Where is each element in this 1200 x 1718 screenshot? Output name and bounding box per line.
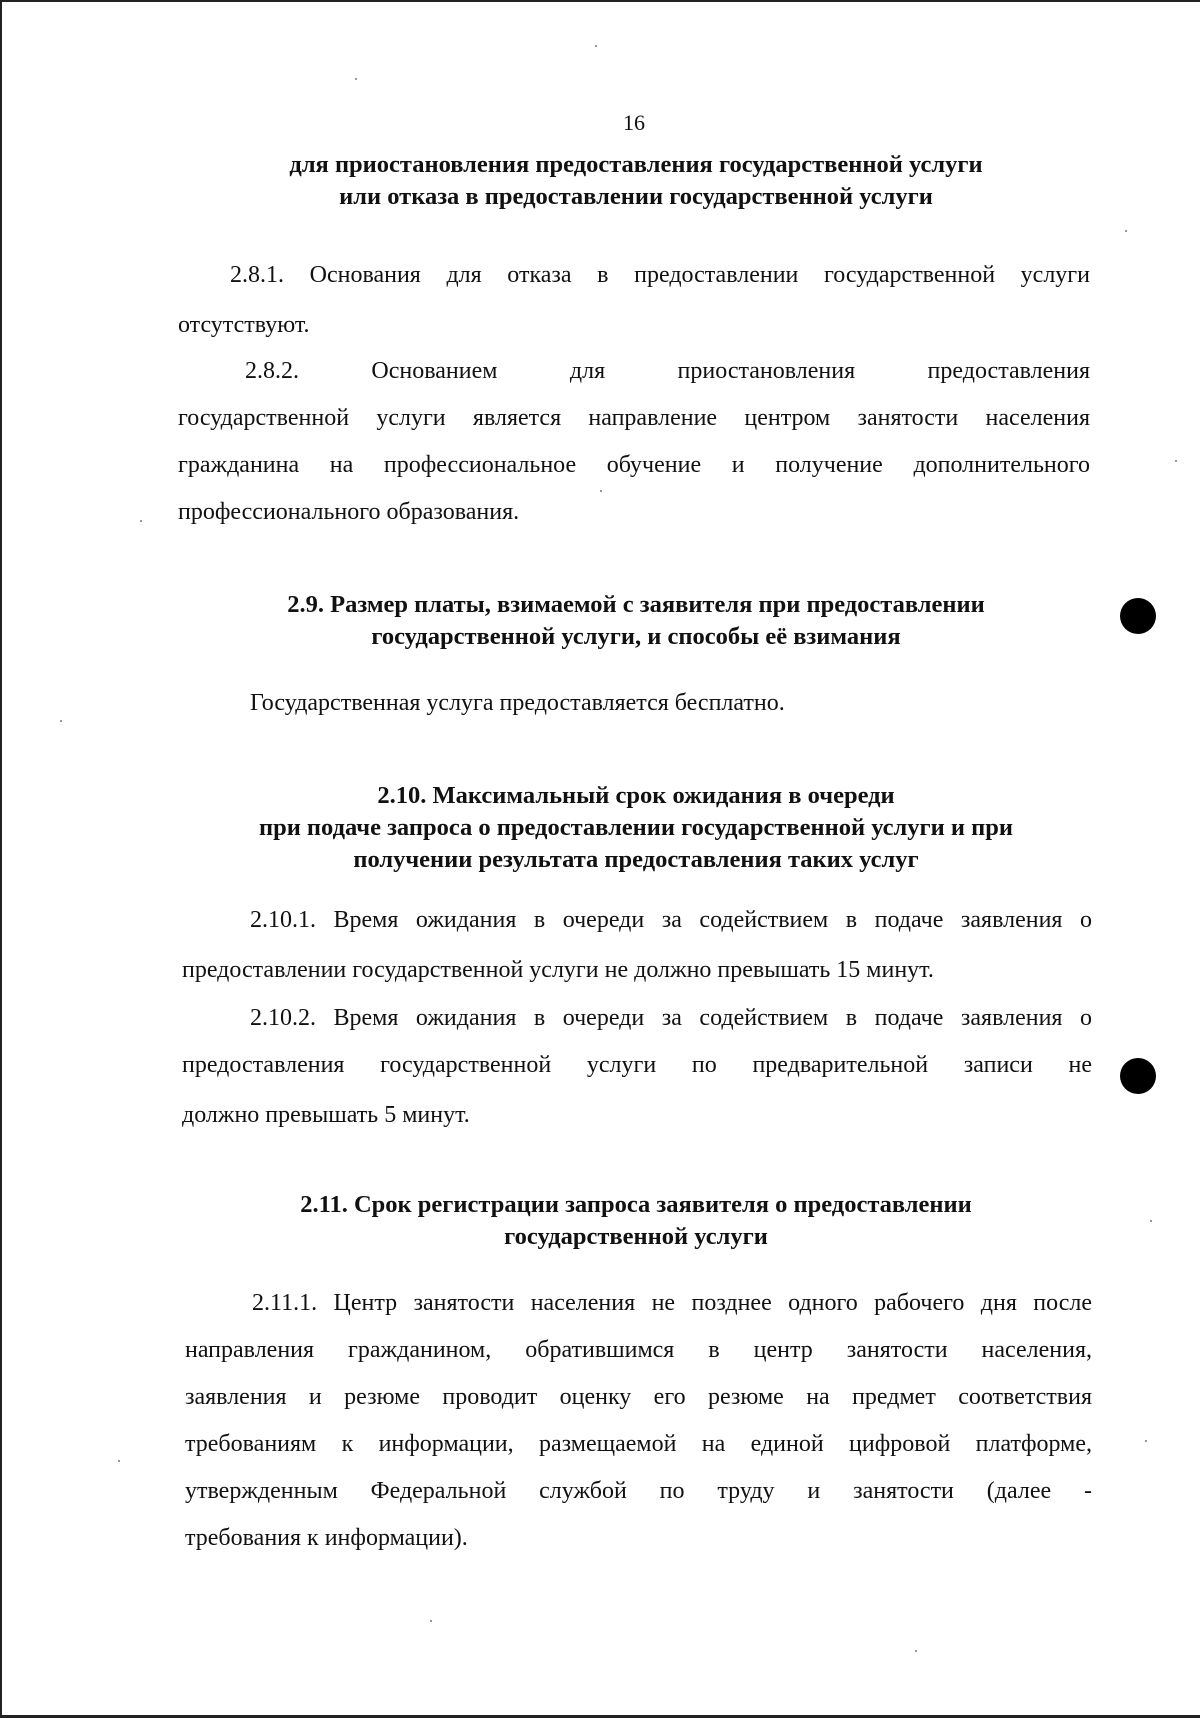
paragraph-2-11-1-line-1: 2.11.1. Центр занятости населения не позднее одного рабочего дня после [252, 1290, 1092, 1316]
scan-speck [60, 720, 62, 722]
paragraph-2-11-1-line-3: заявления и резюме проводит оценку его резюме на предмет соответствия [185, 1384, 1092, 1410]
scan-speck [140, 520, 142, 522]
section-2-9-heading-line-1: 2.9. Размер платы, взимаемой с заявителя при предоставлении [287, 591, 985, 618]
paragraph-2-11-1-line-5: утвержденным Федеральной службой по труду и занятости (далее - [185, 1478, 1092, 1504]
page-number: 16 [623, 110, 645, 135]
scan-speck [118, 1460, 120, 1462]
section-2-11-heading-line-1: 2.11. Срок регистрации запроса заявителя о предоставлении [300, 1191, 972, 1218]
paragraph-2-10-1-line-1: 2.10.1. Время ожидания в очереди за содействием в подаче заявления о [250, 907, 1092, 933]
section-2-10-heading-line-1: 2.10. Максимальный срок ожидания в очереди [377, 782, 895, 809]
paragraph-2-10-2-line-3: должно превышать 5 минут. [182, 1102, 470, 1128]
scan-speck [430, 1620, 432, 1622]
paragraph-2-8-1-line-2: отсутствуют. [178, 312, 310, 338]
scan-speck [1145, 1440, 1147, 1442]
paragraph-2-10-1-line-2: предоставлении государственной услуги не должно превышать 15 минут. [182, 957, 934, 983]
paragraph-2-8-1-line-1: 2.8.1. Основания для отказа в предоставлении государственной услуги [230, 262, 1090, 288]
punch-hole-top [1120, 598, 1156, 634]
scan-speck [1125, 230, 1127, 232]
paragraph-2-11-1-line-2: направления гражданином, обратившимся в центр занятости населения, [185, 1337, 1092, 1363]
paragraph-2-9: Государственная услуга предоставляется бесплатно. [250, 690, 785, 716]
paragraph-2-10-2-line-1: 2.10.2. Время ожидания в очереди за содействием в подаче заявления о [250, 1005, 1092, 1031]
section-2-8-heading-line-2: или отказа в предоставлении государственной услуги [339, 183, 933, 210]
scan-speck [600, 490, 602, 492]
section-2-11-heading-line-2: государственной услуги [504, 1223, 768, 1250]
section-2-8-heading-line-1: для приостановления предоставления государственной услуги [289, 151, 983, 178]
scan-speck [355, 78, 357, 80]
section-2-10-heading-line-2: при подаче запроса о предоставлении государственной услуги и при [258, 814, 1014, 841]
scan-speck [595, 45, 597, 47]
paragraph-2-11-1-line-4: требованиям к информации, размещаемой на единой цифровой платформе, [185, 1431, 1092, 1457]
paragraph-2-11-1-line-6: требования к информации). [185, 1525, 468, 1551]
scan-speck [1175, 460, 1177, 462]
paragraph-2-8-2-line-4: профессионального образования. [178, 499, 520, 525]
scan-speck [1150, 1220, 1152, 1222]
paragraph-2-8-2-line-1: 2.8.2. Основанием для приостановления предоставления [245, 358, 1090, 384]
punch-hole-bottom [1120, 1058, 1156, 1094]
paragraph-2-8-2-line-2: государственной услуги является направление центром занятости населения [178, 405, 1090, 431]
scan-border-left [0, 0, 2, 1718]
scan-speck [915, 1650, 917, 1652]
paragraph-2-8-2-line-3: гражданина на профессиональное обучение и получение дополнительного [178, 452, 1090, 478]
scan-border-top [0, 0, 1200, 2]
section-2-9-heading-line-2: государственной услуги, и способы её взимания [371, 623, 901, 650]
paragraph-2-10-2-line-2: предоставления государственной услуги по предварительной записи не [182, 1052, 1092, 1078]
section-2-10-heading-line-3: получении результата предоставления таких услуг [353, 846, 919, 873]
